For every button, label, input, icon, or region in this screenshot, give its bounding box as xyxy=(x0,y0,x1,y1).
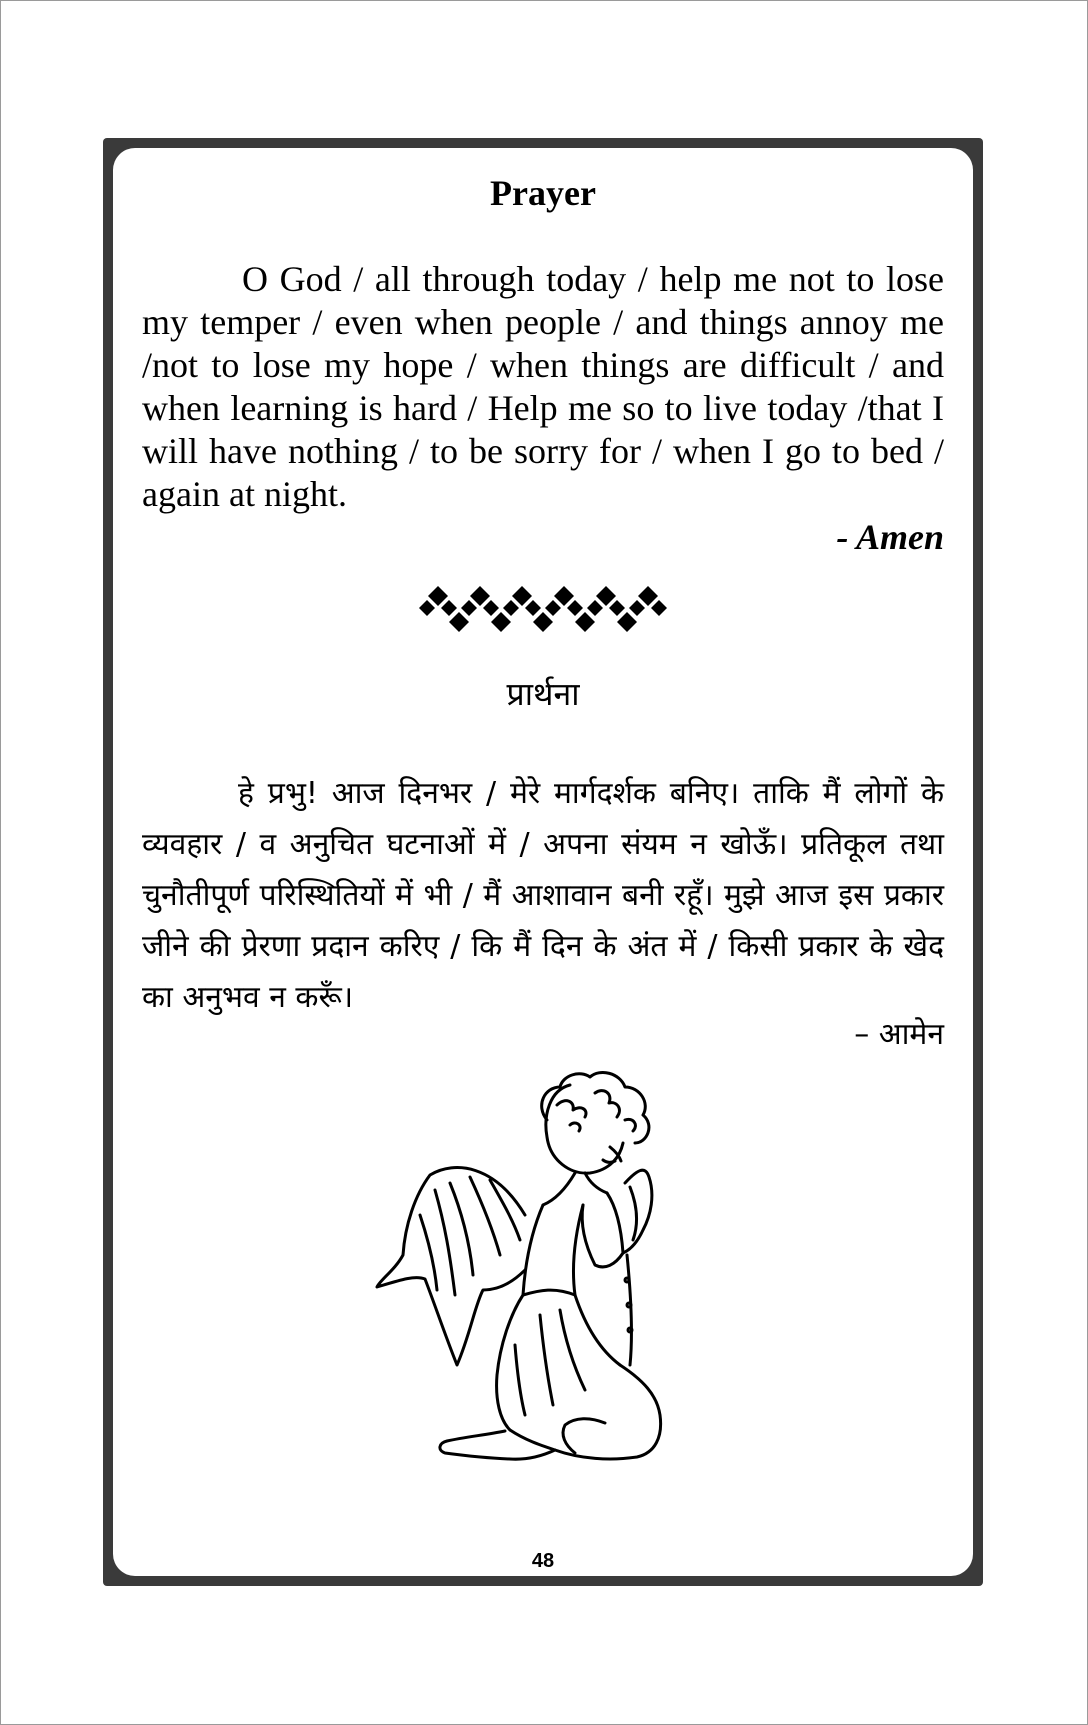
amen-hindi: – आमेन xyxy=(854,1017,944,1052)
page-number: 48 xyxy=(531,1550,555,1572)
prayer-text-hindi: हे प्रभु! आज दिनभर / मेरे मार्गदर्शक बनिए। ताकि मैं लोगों के व्यवहार / व अनुचित घटनाओं में / अपना संयम न खोऊँ। प्रतिकूल तथा चुनौतीपूर्ण परिस्थितियों में भी / मैं आशावान बनी रहूँ। मुझे आज इस प्रकार जीने की प्रेरणा प्रदान करिए / कि मैं दिन के अंत में / किसी प्रकार के खेद का अनुभव न करूँ। xyxy=(142,776,944,1015)
amen-english: - Amen xyxy=(836,517,944,557)
diamond-ornament-icon xyxy=(418,584,670,636)
prayer-title-hindi: प्रार्थना xyxy=(506,675,580,713)
prayer-title-english: Prayer xyxy=(490,173,596,213)
prayer-text-english: O God / all through today / help me not to lose my temper / even when people / and things annoy me /not to lose my hope / when things are difficult / and when learning is hard / Help me so to live today /that I will have nothing / to be sorry for / when I go to bed / again at night. xyxy=(142,259,944,514)
praying-angel-illustration xyxy=(375,1065,715,1495)
